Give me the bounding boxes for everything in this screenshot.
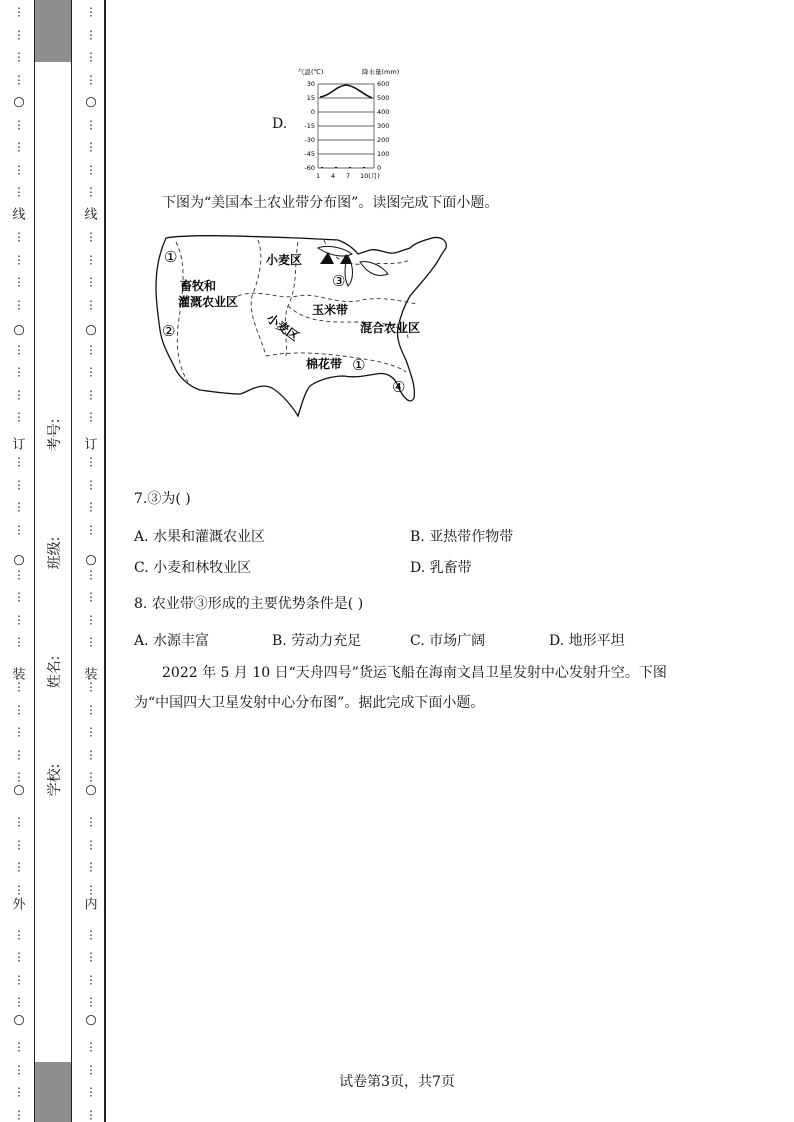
q7-option-b[interactable]: B. 亚热带作物带	[410, 529, 514, 545]
binding-dots: ⋮	[13, 523, 25, 536]
outer-binding-mark: ○	[13, 782, 25, 798]
binding-dots: ⋮	[85, 28, 97, 41]
temp-tick: -60	[304, 164, 315, 172]
binding-dots: ⋮	[13, 1063, 25, 1076]
binding-dots: ⋮	[85, 568, 97, 581]
binding-dots: ⋮	[85, 140, 97, 154]
inner-binding-mark: 订	[84, 437, 98, 453]
binding-dots: ⋮	[13, 118, 25, 131]
great-lakes	[318, 246, 388, 286]
top-gray-block	[35, 0, 71, 62]
binding-dots: ⋮	[13, 298, 25, 311]
binding-dots: ⋮	[85, 725, 97, 739]
binding-dots: ⋮	[13, 365, 25, 379]
binding-dots: ⋮	[13, 50, 25, 64]
binding-dots: ⋮	[13, 1085, 25, 1099]
inner-binding-mark: ○	[85, 322, 97, 338]
binding-dots: ⋮	[13, 388, 25, 401]
question-number: 7.	[134, 491, 148, 507]
binding-dots: ⋮	[85, 253, 97, 266]
binding-dots: ⋮	[13, 185, 25, 199]
us-agriculture-map	[148, 226, 468, 426]
marker-1-south: ①	[352, 356, 366, 374]
binding-dots: ⋮	[13, 163, 25, 176]
binding-dots: ⋮	[13, 253, 25, 266]
temp-tick: -15	[304, 122, 315, 130]
question-8	[134, 593, 363, 613]
inner-binding-mark: 内	[84, 897, 98, 913]
temperature-curve	[320, 85, 372, 98]
binding-dots: ⋮	[13, 28, 25, 41]
q7-option-a[interactable]: A. 水果和灌溉农业区	[134, 529, 266, 545]
marker-2: ②	[162, 322, 176, 340]
outer-binding-mark: 外	[12, 897, 26, 913]
q8-option-a[interactable]: A. 水源丰富	[134, 633, 210, 649]
exam-page: ⋮ ⋮ ⋮ ⋮ ⋮ ⋮ ⋮ ⋮ ⋮ ⋮ ⋮ ⋮ ⋮ ⋮ ⋮ ⋮ ⋮ ⋮ ⋮ ⋮ ⋮ ⋮ ⋮ ⋮ ⋮ ⋮ ⋮ ⋮ ⋮ ⋮ ⋮ ⋮ ⋮ ⋮ ⋮ ⋮ ⋮ ⋮ ⋮ ⋮ ⋮ ○ 线 ○ 订 ○ 装 ○ 外 ○ ⋮ ⋮ ⋮ ⋮ ⋮ ⋮ ⋮ ⋮ ⋮ ⋮ ⋮ ⋮ ⋮ ⋮ ⋮ ⋮ ⋮ ⋮ ⋮ ⋮ ⋮ ⋮ ⋮ ⋮ ⋮ ⋮ ⋮ ⋮ ⋮ ⋮ ⋮ ⋮ ⋮ ⋮ ⋮ ⋮ ⋮ ⋮ ⋮ ⋮ ⋮ ○ 线 ○ 订 ○ 装 ○ 内 ○ 考号: 班级: 姓名: 学校: D. 气温(℃) 降水量(mm) 30 15 0 -15 -30 -45 -60 600 500 400 300 200 100 0 1 4 7 10(月) 下图为“美国本土农业带分布图”。读图完成下面小题。 畜牧和 灌溉农业区 小麦区 小麦区 玉米带 混合农业区 棉花带 ① ② ③ ① ④ 7.③为( ) A. 水果和灌溉农业区 B. 亚热带作物带 C. 小麦和林牧业区 D. 乳畜带 8. 农业带③形成的主要优势条件是( ) A. 水源丰富 B. 劳动力充足 C. 市场广阔 D. 地形平坦 2022 年 5 月 10 日“天舟四号”货运飞船在海南文昌卫星发射中心发射升空。下图 为“中国四大卫星发射中心分布图”。据此完成下面小题。 试卷第3页，共7页	[0, 0, 794, 1122]
q8-option-b[interactable]: B. 劳动力充足	[272, 633, 362, 649]
binding-dots: ⋮	[85, 185, 97, 199]
binding-dots: ⋮	[85, 1063, 97, 1076]
binding-dots: ⋮	[13, 455, 25, 469]
binding-dots: ⋮	[85, 883, 97, 896]
temp-tick: 30	[306, 80, 315, 88]
binding-dots: ⋮	[13, 613, 25, 626]
month-tick: 1	[316, 172, 321, 180]
binding-dots: ⋮	[85, 50, 97, 64]
q7-option-d[interactable]: D. 乳畜带	[410, 560, 472, 576]
outer-binding-mark: ○	[13, 322, 25, 338]
inner-binding-mark: ○	[85, 552, 97, 568]
inner-binding-line	[84, 0, 98, 1122]
binding-dots: ⋮	[85, 275, 97, 289]
binding-dots: ⋮	[85, 770, 97, 784]
binding-dots: ⋮	[13, 635, 25, 649]
binding-dots: ⋮	[13, 343, 25, 356]
outer-binding-mark: 订	[12, 437, 26, 453]
binding-dots: ⋮	[13, 140, 25, 154]
binding-dots: ⋮	[85, 1085, 97, 1099]
question-number: 8.	[134, 596, 148, 612]
binding-dots: ⋮	[85, 500, 97, 514]
binding-dots: ⋮	[85, 1040, 97, 1054]
marker-4: ④	[392, 378, 406, 396]
month-tick: 7	[346, 172, 351, 180]
outer-binding-mark: 装	[12, 667, 26, 683]
precip-tick: 600	[377, 80, 390, 88]
binding-dots: ⋮	[13, 973, 25, 986]
binding-dots: ⋮	[13, 410, 25, 424]
binding-dots: ⋮	[13, 230, 25, 244]
temp-tick: 0	[310, 108, 315, 116]
binding-dots: ⋮	[85, 635, 97, 649]
margin-rule	[104, 0, 106, 1122]
binding-dots: ⋮	[85, 703, 97, 716]
precip-tick: 200	[377, 136, 390, 144]
binding-dots: ⋮	[13, 275, 25, 289]
precip-axis-title: 降水量(mm)	[362, 68, 400, 76]
binding-dots: ⋮	[85, 298, 97, 311]
binding-dots: ⋮	[13, 568, 25, 581]
inner-binding-mark: 装	[84, 667, 98, 683]
binding-dots: ⋮	[85, 950, 97, 964]
question-stem: 农业带③形成的主要优势条件是( )	[151, 596, 364, 612]
binding-dots: ⋮	[13, 770, 25, 784]
precip-tick: 400	[377, 108, 390, 116]
binding-dots: ⋮	[13, 1108, 25, 1121]
option-d-label: D.	[272, 116, 288, 132]
precip-tick: 0	[377, 164, 382, 172]
inner-binding-mark: ○	[85, 782, 97, 798]
outer-binding-line	[12, 0, 26, 1122]
binding-dots: ⋮	[85, 388, 97, 401]
binding-dots: ⋮	[85, 748, 97, 761]
binding-dots: ⋮	[85, 365, 97, 379]
inner-binding-mark: ○	[85, 94, 97, 110]
question-stem: ③为( )	[147, 491, 191, 507]
binding-dots: ⋮	[85, 928, 97, 941]
binding-dots: ⋮	[85, 478, 97, 491]
binding-dots: ⋮	[85, 973, 97, 986]
map-label-mixed: 混合农业区	[360, 321, 421, 335]
precip-tick: 100	[377, 150, 390, 158]
binding-dots: ⋮	[85, 815, 97, 829]
binding-dots: ⋮	[13, 590, 25, 604]
binding-dots: ⋮	[13, 478, 25, 491]
inner-binding-mark: 线	[84, 207, 98, 223]
page-footer: 试卷第3页，共7页	[339, 1074, 455, 1090]
binding-dots: ⋮	[13, 883, 25, 896]
binding-dots: ⋮	[13, 748, 25, 761]
binding-dots: ⋮	[13, 1040, 25, 1054]
climate-chart	[290, 64, 410, 182]
binding-dots: ⋮	[13, 725, 25, 739]
binding-dots: ⋮	[85, 118, 97, 131]
precip-tick: 300	[377, 122, 390, 130]
q7-option-c[interactable]: C. 小麦和林牧业区	[134, 560, 252, 576]
marker-3: ③	[332, 272, 346, 290]
chart-gridlines	[318, 84, 374, 168]
binding-dots: ⋮	[85, 995, 97, 1009]
map-label-grazing: 畜牧和	[180, 279, 217, 293]
outer-binding-mark: ○	[13, 1012, 25, 1028]
binding-dots: ⋮	[85, 523, 97, 536]
binding-dots: ⋮	[13, 995, 25, 1009]
passage-line-2: 为“中国四大卫星发射中心分布图”。据此完成下面小题。	[134, 695, 485, 711]
outer-binding-mark: ○	[13, 94, 25, 110]
binding-dots: ⋮	[13, 5, 25, 19]
outer-binding-mark: 线	[12, 207, 26, 223]
binding-dots: ⋮	[85, 230, 97, 244]
temp-tick: -45	[304, 150, 315, 158]
passage-line-1: 2022 年 5 月 10 日“天舟四号”货运飞船在海南文昌卫星发射中心发射升空。下图	[162, 665, 667, 681]
temp-tick: 15	[306, 94, 315, 102]
binding-dots: ⋮	[13, 838, 25, 851]
binding-dots: ⋮	[85, 1108, 97, 1121]
inner-binding-mark: ○	[85, 1012, 97, 1028]
binding-dots: ⋮	[13, 73, 25, 86]
month-tick: 10(月)	[360, 172, 380, 180]
binding-dots: ⋮	[85, 5, 97, 19]
map-intro: 下图为“美国本土农业带分布图”。读图完成下面小题。	[162, 195, 499, 211]
binding-dots: ⋮	[85, 613, 97, 626]
map-label-wheat-south: 小麦区	[264, 311, 302, 344]
binding-dots: ⋮	[13, 680, 25, 694]
binding-dots: ⋮	[13, 950, 25, 964]
binding-dots: ⋮	[13, 703, 25, 716]
binding-dots: ⋮	[13, 500, 25, 514]
binding-dots: ⋮	[85, 73, 97, 86]
temp-axis-title: 气温(℃)	[298, 68, 324, 76]
map-label-wheat-north: 小麦区	[266, 253, 303, 267]
binding-dots: ⋮	[13, 928, 25, 941]
marker-1-west: ①	[164, 248, 178, 266]
question-7	[134, 488, 191, 508]
map-label-grazing-line2: 灌溉农业区	[178, 295, 239, 309]
binding-dots: ⋮	[85, 163, 97, 176]
binding-dots: ⋮	[85, 455, 97, 469]
map-label-cotton: 棉花带	[306, 357, 343, 371]
binding-dots: ⋮	[13, 815, 25, 829]
binding-dots: ⋮	[13, 860, 25, 874]
binding-dots: ⋮	[85, 838, 97, 851]
binding-dots: ⋮	[85, 590, 97, 604]
binding-dots: ⋮	[85, 410, 97, 424]
binding-dots: ⋮	[85, 680, 97, 694]
binding-dots: ⋮	[85, 860, 97, 874]
temp-tick: -30	[304, 136, 315, 144]
q8-option-c[interactable]: C. 市场广阔	[410, 633, 486, 649]
binding-dots: ⋮	[85, 343, 97, 356]
month-tick: 4	[331, 172, 336, 180]
precip-tick: 500	[377, 94, 390, 102]
q8-option-d[interactable]: D. 地形平坦	[549, 633, 625, 649]
outer-binding-mark: ○	[13, 552, 25, 568]
map-label-corn: 玉米带	[312, 303, 349, 317]
